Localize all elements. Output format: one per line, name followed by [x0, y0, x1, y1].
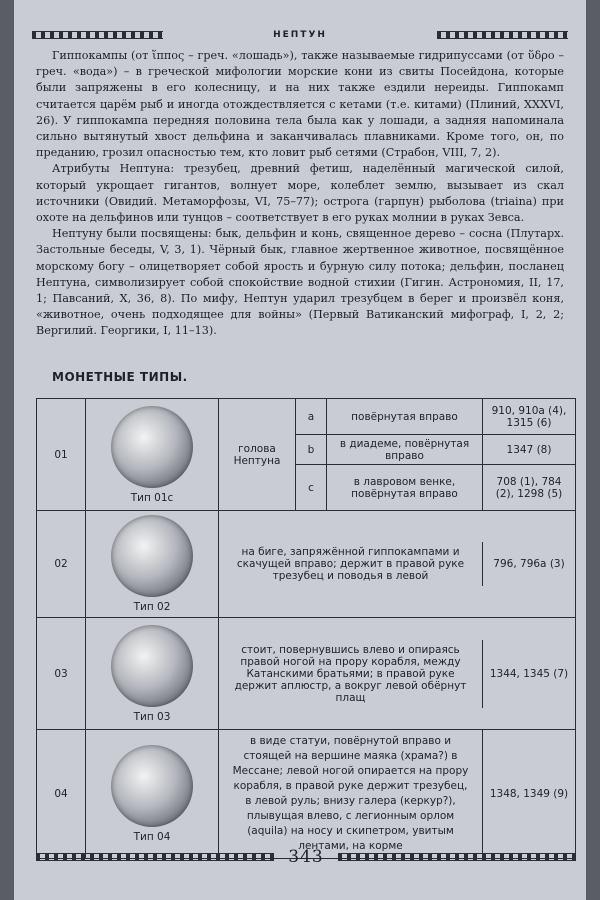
catalog-refs: 910, 910a (4), 1315 (6) — [483, 399, 576, 435]
page-footer — [36, 844, 576, 870]
type-content — [219, 730, 576, 859]
type-number: 04 — [37, 730, 86, 859]
coin-image — [111, 625, 193, 707]
coin-caption: Тип 02 — [133, 601, 171, 613]
coin-image — [111, 406, 193, 488]
header-title: НЕПТУН — [273, 30, 327, 40]
type-content — [219, 511, 576, 618]
catalog-refs: 1348, 1349 (9) — [482, 730, 575, 858]
paragraph-hippocamps: Гиппокампы (от ἵππος – греч. «лошадь»), также называемые гидрипуссами (от ὕδρο – греч. «вода») – в греческой мифологии морские кони из свиты Посейдона, которые были запряжены в его колесницу, и на них также ездили нереиды. Гиппокамп считается царём рыб и иногда отождествляется с кетами (т.е. китами) (Плиний, XXXVI, 26). У гиппокампа передняя половина тела была как у лошади, а задняя напоминала сильно вытянутый хвост дельфина и заканчивалась плавниками. Кроме того, он, по преданию, грозил опасностью тем, кто ловит рыб сетями (Страбон, VIII, 7, 2). — [36, 49, 564, 160]
coin-cell — [86, 511, 219, 618]
variant-description: в лавровом венке, повёрнутая вправо — [327, 465, 483, 511]
catalog-refs: 1344, 1345 (7) — [482, 640, 575, 708]
coin-cell — [86, 618, 219, 730]
type-number: 01 — [37, 399, 86, 511]
variant-description: повёрнутая вправо — [327, 399, 483, 435]
catalog-refs: 1347 (8) — [483, 435, 576, 465]
table-row — [37, 399, 576, 435]
type-description: в виде статуи, повёрнутой вправо и стоящей на вершине маяка (храма?) в Мессане; левой ногой опирается на прору корабля, в правой руке держит трезубец, в левой руль; внизу галера (керкур?), плывущая влево, с легионным орлом (aquila) на носу и скипетром, увитым лентами, на корме — [232, 735, 469, 852]
coin-image — [111, 745, 193, 827]
catalog-refs: 796, 796a (3) — [482, 542, 575, 586]
coin-caption: Тип 01с — [130, 491, 174, 504]
ornament-right — [338, 853, 576, 861]
table-row — [37, 618, 576, 730]
page-number: 343 — [288, 847, 324, 867]
coin-caption: Тип 03 — [133, 710, 171, 723]
type-description: на биге, запряжённой гиппокампами и скачущей вправо; держит в правой руке трезубец и поводья в левой — [236, 546, 465, 582]
type-description: стоит, повернувшись влево и опираясь правой ногой на прору корабля, между Катанскими братьями; в правой руке держит аплюстр, а вокруг левой обёрнут плащ — [234, 643, 467, 704]
section-title: МОНЕТНЫЕ ТИПЫ. — [52, 370, 188, 384]
ornament-right — [437, 31, 568, 39]
ornament-left — [32, 31, 163, 39]
table-row — [37, 511, 576, 618]
table-row — [37, 730, 576, 859]
coin-caption: Тип 04 — [133, 831, 171, 843]
type-content — [219, 618, 576, 730]
coin-types-table — [36, 398, 576, 859]
variant-letter: c — [296, 465, 327, 511]
book-page — [14, 0, 586, 900]
coin-cell — [86, 399, 219, 511]
catalog-refs: 708 (1), 784 (2), 1298 (5) — [483, 465, 576, 511]
type-description: голова Нептуна — [219, 399, 296, 511]
ornament-left — [36, 853, 274, 861]
body-text — [36, 48, 564, 340]
variant-description: в диадеме, повёрнутая вправо — [327, 435, 483, 465]
variant-letter: a — [296, 399, 327, 435]
running-header — [32, 28, 568, 42]
variant-letter: b — [296, 435, 327, 465]
paragraph-dedications: Нептуну были посвящены: бык, дельфин и конь, священное дерево – сосна (Плутарх. Застольные беседы, V, 3, 1). Чёрный бык, главное жертвенное животное, посвящённое морскому богу – олицетворяет собой ярость и бурную силу потока; дельфин, посланец Нептуна, символизирует собой спокойствие водной стихии (Гигин. Астрономия, II, 17, 1; Павсаний, X, 36, 8). По мифу, Нептун ударил трезубцем в берег и произвёл коня, «животное, очень подходящее для войны» (Первый Ватиканский мифограф, I, 2, 2; Вергилий. Георгики, I, 11–13). — [36, 227, 564, 338]
type-number: 03 — [37, 618, 86, 730]
coin-image — [111, 515, 193, 597]
type-number: 02 — [37, 511, 86, 618]
paragraph-attributes: Атрибуты Нептуна: трезубец, древний фетиш, наделённый магической силой, который укрощает гигантов, волнует море, колеблет землю, вызывает из скал источники (Овидий. Метаморфозы, VI, 75–77); острога (гарпун) рыболова (triaina) при охоте на дельфинов или тунцов – соответствует в его руках молнии в руках Зевса. — [36, 162, 564, 225]
coin-cell — [86, 730, 219, 859]
